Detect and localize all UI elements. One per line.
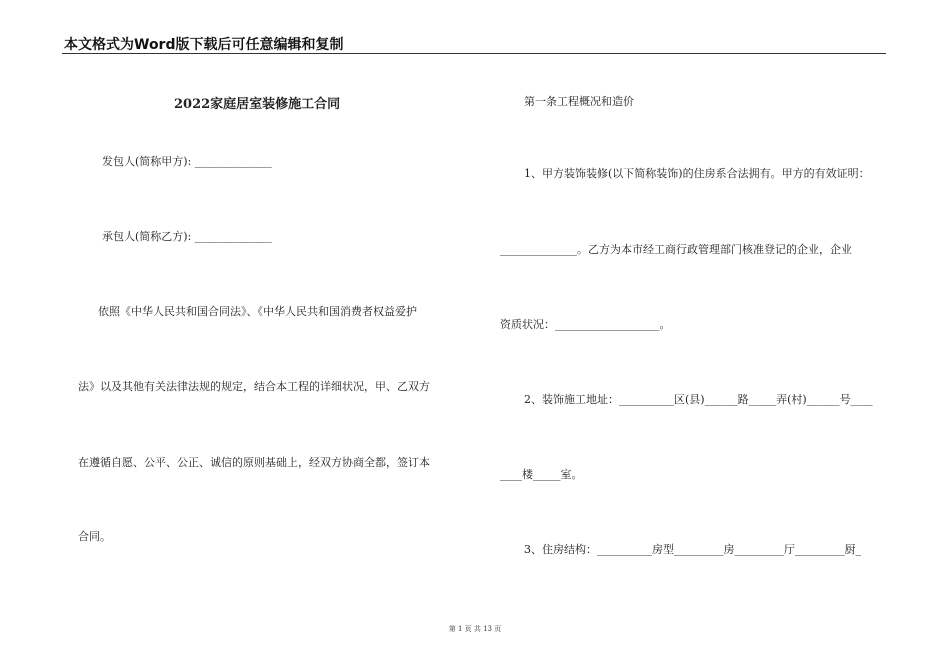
contract-title: 2022家庭居室装修施工合同 bbox=[174, 97, 341, 112]
party-b-line: 承包人(简称乙方): ______________ bbox=[102, 230, 272, 243]
party-a-line: 发包人(简称甲方): ______________ bbox=[102, 155, 272, 168]
clause-line: ______________。乙方为本市经工商行政管理部门核准登记的企业，企业 bbox=[500, 243, 852, 256]
paragraph-line: 合同。 bbox=[78, 530, 111, 543]
page-number: 第 1 页 共 13 页 bbox=[448, 625, 502, 633]
section-heading: 第一条工程概况和造价 bbox=[524, 95, 634, 108]
clause-line: 1、甲方装饰装修(以下简称装饰)的住房系合法拥有。甲方的有效证明： bbox=[524, 167, 870, 180]
download-banner: 本文格式为Word版下载后可任意编辑和复制 bbox=[64, 37, 344, 53]
paragraph-line: 法》以及其他有关法律法规的规定，结合本工程的详细状况，甲、乙双方 bbox=[78, 380, 430, 393]
clause-line: 3、住房结构：__________房型_________房_________厅_________厨_ bbox=[524, 543, 861, 556]
header-divider bbox=[62, 53, 886, 54]
clause-line: 资质状况：___________________。 bbox=[500, 318, 671, 331]
clause-line: 2、装饰施工地址：__________区(县)______路_____弄(村)______号____ bbox=[524, 393, 873, 406]
clause-line: ____楼_____室。 bbox=[500, 468, 583, 481]
paragraph-line: 在遵循自愿、公平、公正、诚信的原则基础上，经双方协商全都，签订本 bbox=[78, 456, 430, 469]
paragraph-line: 依照《中华人民共和国合同法》、《中华人民共和国消费者权益爱护 bbox=[98, 305, 417, 318]
